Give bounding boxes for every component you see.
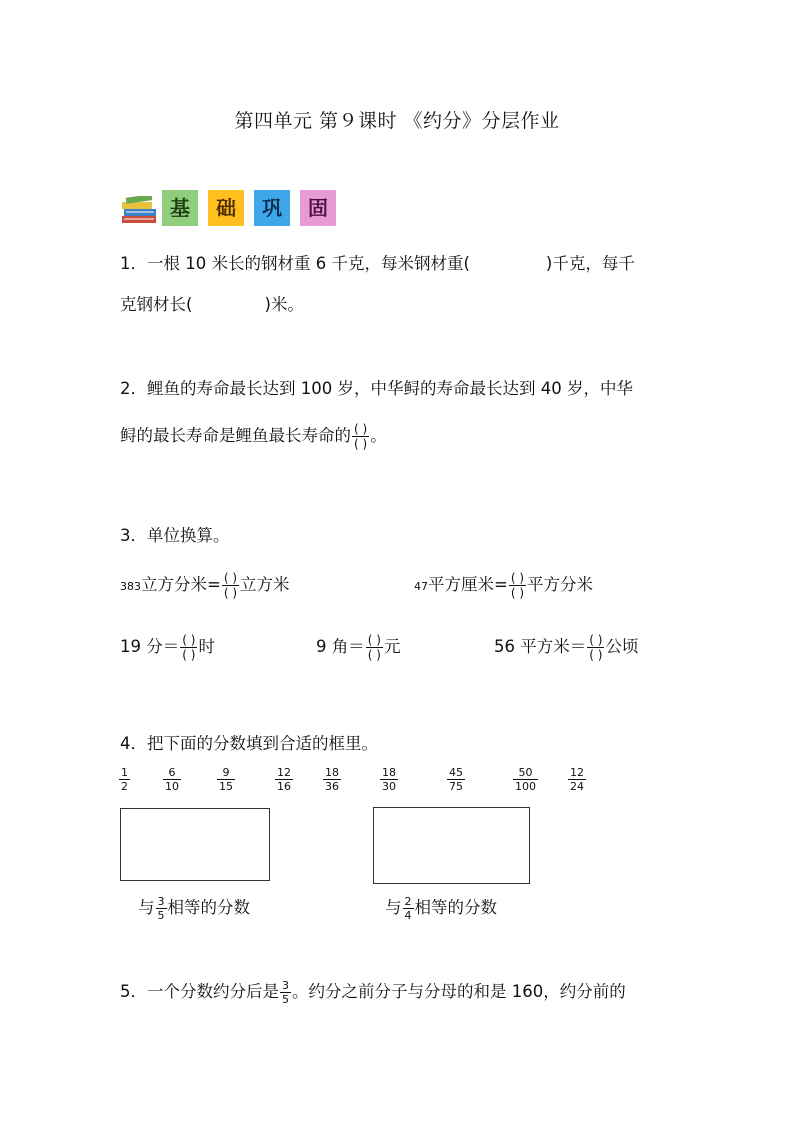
conversion-unit-from: 19 分＝: [120, 637, 180, 656]
page-title: 第四单元 第９课时 《约分》分层作业: [234, 110, 560, 132]
conversion-item-3: [120, 634, 215, 661]
candidate-fraction[interactable]: $\frac{18}{36}$: [325, 766, 339, 793]
answer-fraction-blank[interactable]: $\frac{( )}{( )}$: [223, 571, 238, 600]
q2-text-a: 鲟的最长寿命是鲤鱼最长寿命的: [120, 426, 351, 445]
candidate-fraction[interactable]: $\frac{9}{15}$: [219, 766, 233, 793]
answer-fraction-blank[interactable]: $\frac{( )}{( )}$: [510, 571, 525, 600]
reference-fraction: $\frac{2}{4}$: [404, 895, 412, 922]
q1-text-a: 1．一根 10 米长的钢材重 6 千克，每米钢材重(: [120, 254, 470, 273]
answer-fraction-blank[interactable]: $\frac{( )}{( )}$: [182, 633, 196, 662]
badge-char: 固: [300, 190, 336, 226]
label-suffix: 相等的分数: [167, 898, 250, 917]
books-icon: [120, 196, 160, 226]
question-2-line-2: [120, 423, 387, 450]
conversion-unit-from: 平方厘米=: [428, 575, 508, 594]
q1-text-c: 克钢材长(: [120, 295, 193, 314]
candidate-fraction[interactable]: $\frac{50}{100}$: [515, 766, 536, 793]
candidate-fraction[interactable]: $\frac{12}{24}$: [570, 766, 584, 793]
conversion-item-5: [494, 634, 638, 661]
question-4-heading: 4．把下面的分数填到合适的框里。: [120, 734, 378, 753]
answer-fraction-blank[interactable]: $\frac{( )}{( )}$: [354, 422, 368, 451]
candidate-fraction[interactable]: $\frac{45}{75}$: [449, 766, 463, 793]
candidate-fraction[interactable]: $\frac{6}{10}$: [165, 766, 179, 793]
conversion-unit-to: 元: [383, 637, 401, 656]
candidate-fraction[interactable]: $\frac{12}{16}$: [277, 766, 291, 793]
conversion-item-4: [316, 634, 400, 661]
label-prefix: 与: [385, 898, 402, 917]
question-5-line-1: [120, 980, 626, 1005]
q1-text-b: )千克，每千: [545, 254, 635, 273]
q5-text-b: 。约分之前分子与分母的和是 160，约分前的: [292, 982, 626, 1001]
q2-text-b: 。: [370, 426, 387, 445]
conversion-value: 47: [414, 580, 428, 593]
candidate-fraction[interactable]: $\frac{18}{30}$: [382, 766, 396, 793]
question-2-line-1: 2．鲤鱼的寿命最长达到 100 岁，中华鲟的寿命最长达到 40 岁，中华: [120, 379, 633, 398]
conversion-unit-to: 平方分米: [527, 575, 594, 594]
q1-text-d: )米。: [264, 295, 304, 314]
q5-text-a: 5．一个分数约分后是: [120, 982, 279, 1001]
conversion-unit-from: 9 角＝: [316, 637, 365, 656]
badge-char: 巩: [254, 190, 290, 226]
question-3-heading: 3．单位换算。: [120, 526, 230, 545]
answer-box-equal-3-5[interactable]: [120, 808, 270, 881]
candidate-fraction[interactable]: $\frac{1}{2}$: [121, 766, 128, 793]
answer-box-label-1: [138, 896, 250, 921]
label-suffix: 相等的分数: [414, 898, 497, 917]
badge-char: 础: [208, 190, 244, 226]
conversion-unit-from: 56 平方米＝: [494, 637, 587, 656]
question-1-line-2: [120, 293, 304, 317]
reference-fraction: $\frac{3}{5}$: [282, 979, 289, 1006]
conversion-unit-to: 立方米: [240, 575, 290, 594]
label-prefix: 与: [138, 898, 155, 917]
conversion-value: 383: [120, 580, 141, 593]
conversion-unit-from: 立方分米=: [141, 575, 221, 594]
answer-fraction-blank[interactable]: $\frac{( )}{( )}$: [367, 633, 381, 662]
answer-box-label-2: [385, 896, 497, 921]
reference-fraction: $\frac{3}{5}$: [157, 895, 165, 922]
conversion-item-2: [414, 572, 593, 599]
conversion-item-1: [120, 572, 290, 599]
answer-fraction-blank[interactable]: $\frac{( )}{( )}$: [589, 633, 603, 662]
answer-box-equal-2-4[interactable]: [373, 807, 530, 884]
badge-char: 基: [162, 190, 198, 226]
question-1-line-1: [120, 252, 635, 276]
conversion-unit-to: 公顷: [605, 637, 639, 656]
conversion-unit-to: 时: [198, 637, 215, 656]
